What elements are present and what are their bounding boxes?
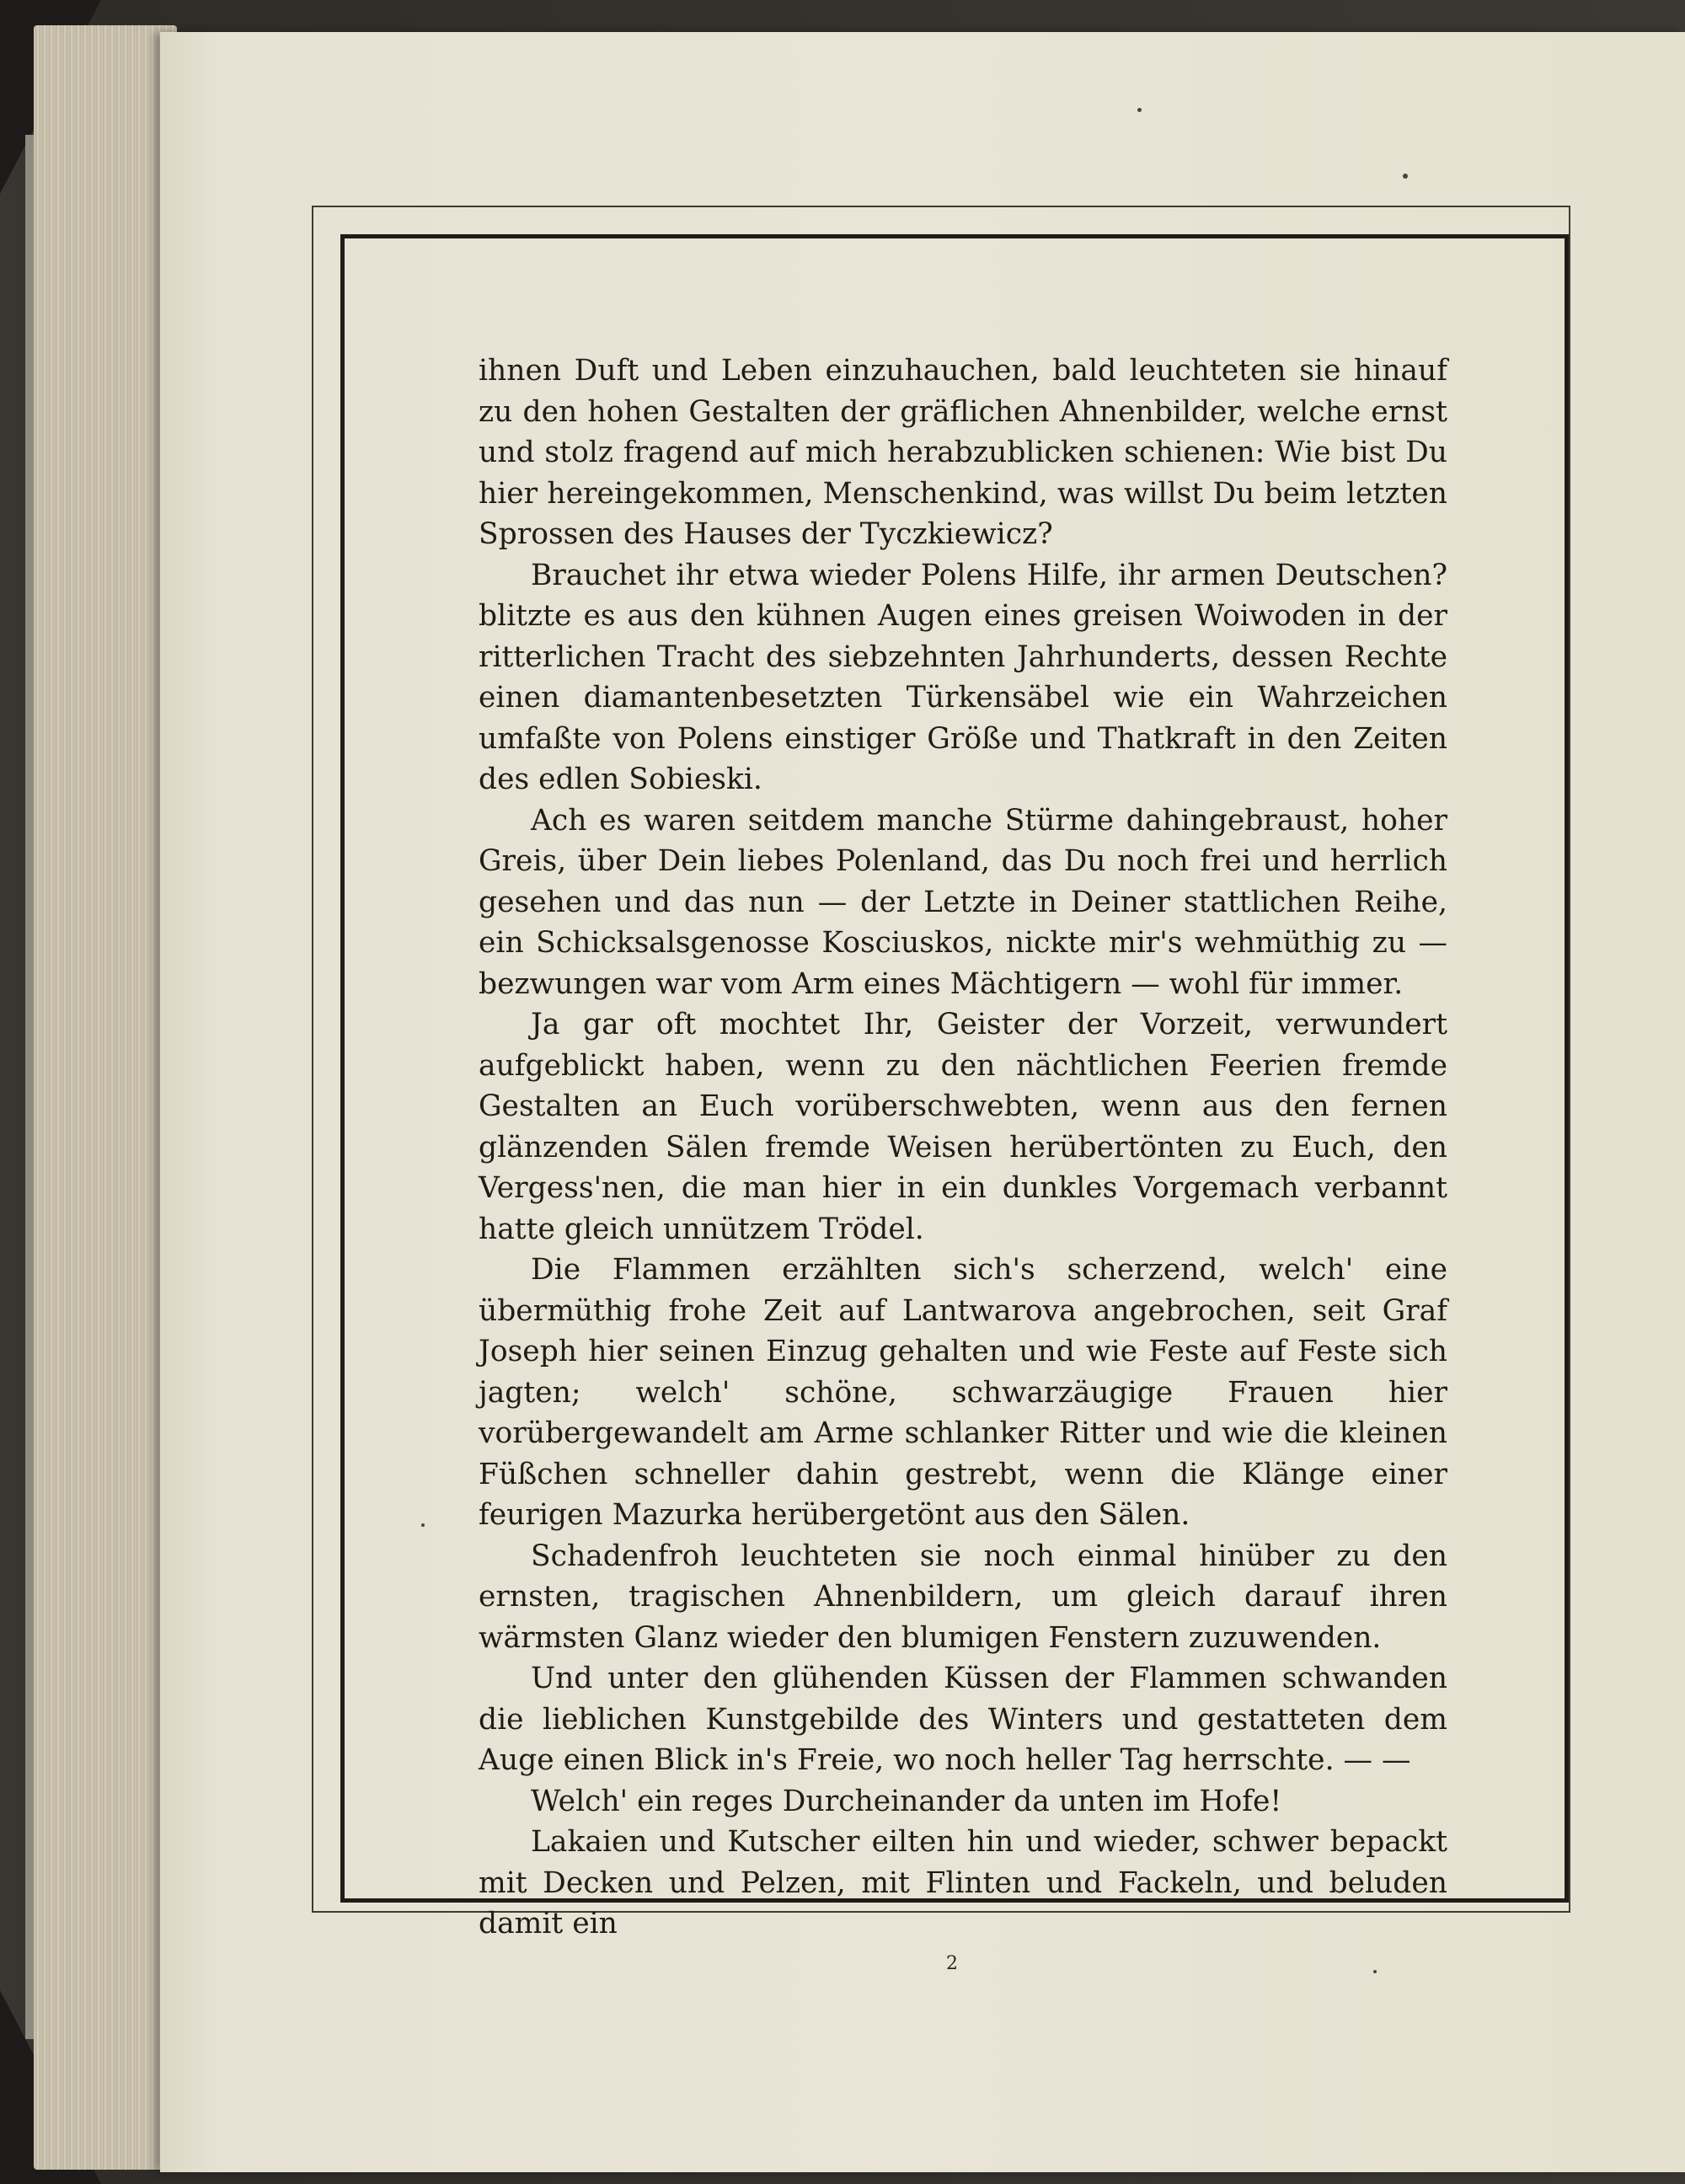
paragraph: Die Flammen erzählten sich's scherzend, welch' eine übermüthig frohe Zeit auf Lantwarova angebrochen, seit Graf Joseph hier seinen Einzug gehalten und wie Feste auf Feste sich jagten; welch' schöne, schwarzäugige Frauen hier vorübergewandelt am Arme schlanker Ritter und wie die kleinen Füßchen schneller dahin gestrebt, wenn die Klänge einer feurigen Mazurka herübergetönt aus den Sälen.	[479, 1253, 1447, 1532]
paragraph: Schadenfroh leuchteten sie noch einmal hinüber zu den ernsten, tragischen Ahnenbildern, um gleich darauf ihren wärmsten Glanz wieder den blumigen Fenstern zuzuwenden.	[479, 1539, 1447, 1655]
paragraph: Ach es waren seitdem manche Stürme dahingebraust, hoher Greis, über Dein liebes Polenland, das Du noch frei und herrlich gesehen und das nun — der Letzte in Deiner stattlichen Reihe, ein Schicksalsgenosse Kosciuskos, nickte mir's wehmüthig zu — bezwungen war vom Arm eines Mächtigern — wohl für immer.	[479, 803, 1447, 1001]
body-text	[479, 351, 1447, 1945]
paper-speck	[1403, 174, 1408, 179]
paragraph: Welch' ein reges Durcheinander da unten im Hofe!	[531, 1784, 1282, 1818]
page-number: 2	[946, 1953, 958, 1974]
paragraph: Brauchet ihr etwa wieder Polens Hilfe, ihr armen Deutschen? blitzte es aus den kühnen Augen eines greisen Woiwoden in der ritterlichen Tracht des siebzehnten Jahrhunderts, dessen Rechte einen diamantenbesetzten Türkensäbel wie ein Wahrzeichen umfaßte von Polens einstiger Größe und Thatkraft in den Zeiten des edlen Sobieski.	[479, 558, 1447, 796]
paragraph: Lakaien und Kutscher eilten hin und wieder, schwer bepackt mit Decken und Pelzen, mit Flinten und Fackeln, und beluden damit ein	[479, 1825, 1447, 1940]
page-edges	[34, 25, 177, 2170]
paper-speck	[1137, 108, 1142, 112]
paragraph: Und unter den glühenden Küssen der Flammen schwanden die lieblichen Kunstgebilde des Winters und gestatteten dem Auge einen Blick in's Freie, wo noch heller Tag herrschte. — —	[479, 1662, 1447, 1777]
paragraph: ihnen Duft und Leben einzuhauchen, bald leuchteten sie hinauf zu den hohen Gestalten der gräflichen Ahnenbilder, welche ernst und stolz fragend auf mich herabzublicken schienen: Wie bist Du hier hereingekommen, Menschenkind, was willst Du beim letzten Sprossen des Hauses der Tyczkiewicz?	[479, 354, 1447, 551]
paragraph: Ja gar oft mochtet Ihr, Geister der Vorzeit, verwundert aufgeblickt haben, wenn zu den nächtlichen Feerien fremde Gestalten an Euch vorüberschwebten, wenn aus den fernen glänzenden Sälen fremde Weisen herübertönten zu Euch, den Vergess'nen, die man hier in ein dunkles Vorgemach verbannt hatte gleich unnützem Trödel.	[479, 1008, 1447, 1246]
paper-speck	[1373, 1970, 1377, 1973]
